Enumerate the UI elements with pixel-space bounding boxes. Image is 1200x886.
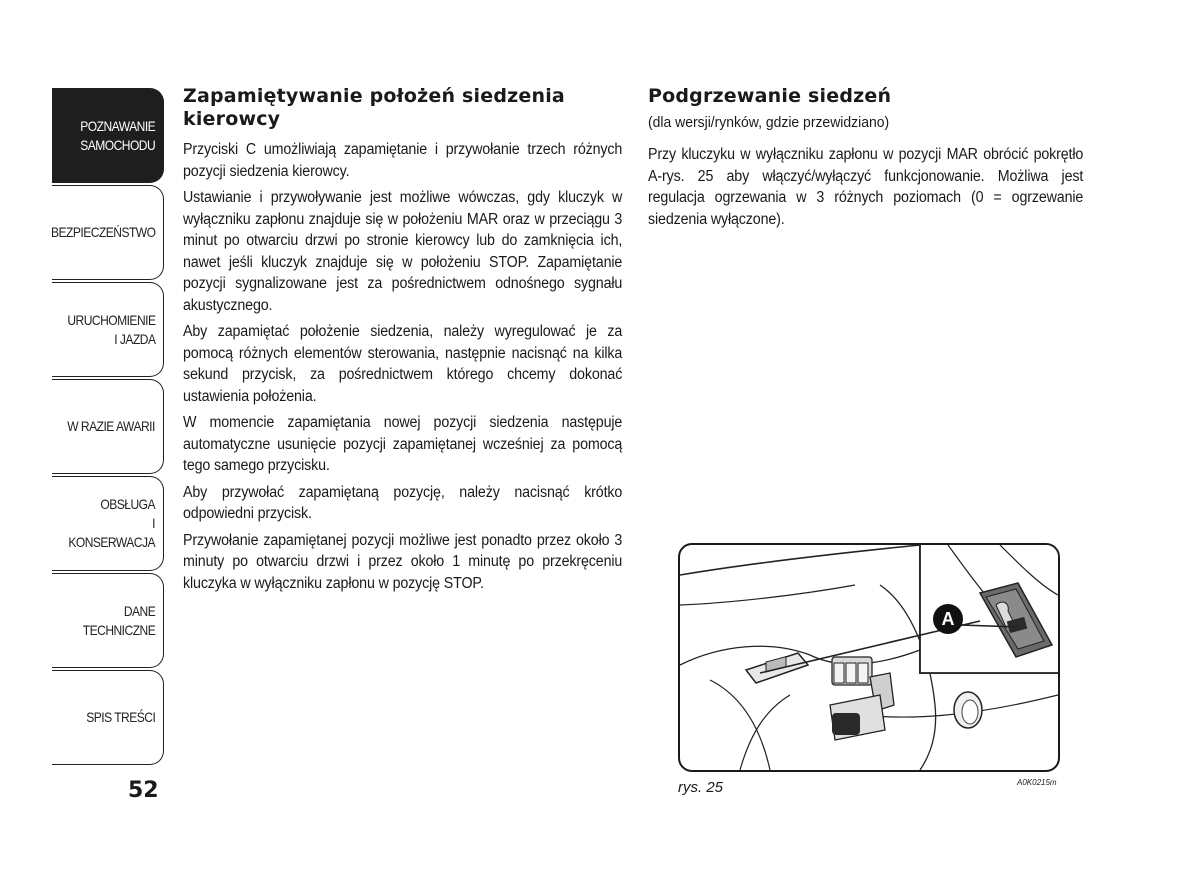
- availability-note: (dla wersji/rynków, gdzie przewidziano): [648, 114, 890, 131]
- tab-label: URUCHOMIENIE I JAZDA: [66, 311, 155, 347]
- paragraph: Ustawianie i przywoływanie jest możliwe wówczas, gdy kluczyk w wyłączniku zapłonu znajduje się w położeniu MAR oraz w przeciągu 3 minut po otwarciu drzwi po stronie kierowcy lub do zamknięcia ich, nawet jeśli kluczyk znajduje się w położeniu STOP. Zapamiętanie pozycji sygnalizowane jest za pośrednictwem odnośnego sygnału akustycznego.: [183, 189, 623, 314]
- tab-label: POZNAWANIE SAMOCHODU: [80, 117, 155, 153]
- seat-heating-section: [648, 85, 1084, 235]
- tab-spis-tresci[interactable]: [52, 670, 164, 765]
- paragraph: Aby przywołać zapamiętaną pozycję, należy nacisnąć krótko odpowiedni przycisk.: [183, 483, 623, 522]
- callout-a-letter: A: [941, 609, 955, 629]
- tab-w-razie-awarii[interactable]: [52, 379, 164, 474]
- paragraph: Przywołanie zapamiętanej pozycji możliwe jest ponadto przez około 3 minuty po otwarciu drzwi i przez około 1 minutę po przekręceniu kluczyka w wyłączniku zapłonu w pozycję STOP.: [183, 531, 623, 592]
- seat-heating-figure: [678, 543, 1060, 772]
- tab-label: SPIS TREŚCI: [85, 709, 155, 725]
- figure-caption: rys. 25: [678, 779, 724, 796]
- paragraph: W momencie zapamiętania nowej pozycji siedzenia następuje automatyczne usunięcie pozycji zapamiętanej wcześniej za pomocą tego samego przycisku.: [183, 414, 623, 474]
- tab-bezpieczenstwo[interactable]: [52, 185, 164, 280]
- tab-dane-techniczne[interactable]: [52, 573, 164, 668]
- tab-label: DANE TECHNICZNE: [82, 602, 155, 638]
- tab-uruchomienie-i-jazda[interactable]: [52, 282, 164, 377]
- paragraph: Przyciski C umożliwiają zapamiętanie i przywołanie trzech różnych pozycji siedzenia kierowcy.: [183, 141, 623, 180]
- figure-code: A0K0215m: [1017, 778, 1057, 787]
- tab-label: W RAZIE AWARII: [67, 418, 155, 434]
- tab-label: OBSŁUGA I KONSERWACJA: [68, 496, 155, 550]
- page-number: 52: [128, 778, 159, 803]
- paragraph: Aby zapamiętać położenie siedzenia, należy wyregulować je za pomocą różnych elementów sterowania, następnie nacisnąć na kilka sekund przycisk, za pośrednictwem którego chcemy dokonać ustawienia położenia.: [183, 323, 623, 405]
- section-heading: Zapamiętywanie położeń siedzenia kierowcy: [183, 85, 565, 130]
- tab-poznawanie-samochodu[interactable]: [52, 88, 164, 183]
- seat-memory-section: [183, 85, 623, 599]
- seat-control-illustration: [680, 545, 1058, 770]
- tab-label: BEZPIECZEŃSTWO: [50, 224, 155, 240]
- section-heading: Podgrzewanie siedzeń: [648, 85, 892, 107]
- paragraph: Przy kluczyku w wyłączniku zapłonu w pozycji MAR obrócić pokrętło A-rys. 25 aby włączyć/wyłączyć funkcjonowanie. Możliwa jest regulacja ogrzewania w 3 różnych poziomach (0 = ogrzewanie siedzenia wyłączone).: [648, 146, 1084, 228]
- chapter-sidebar: [52, 88, 166, 767]
- tab-obsluga-i-konserwacja[interactable]: [52, 476, 164, 571]
- memory-buttons: [830, 657, 894, 740]
- heating-switch-small: [746, 653, 808, 683]
